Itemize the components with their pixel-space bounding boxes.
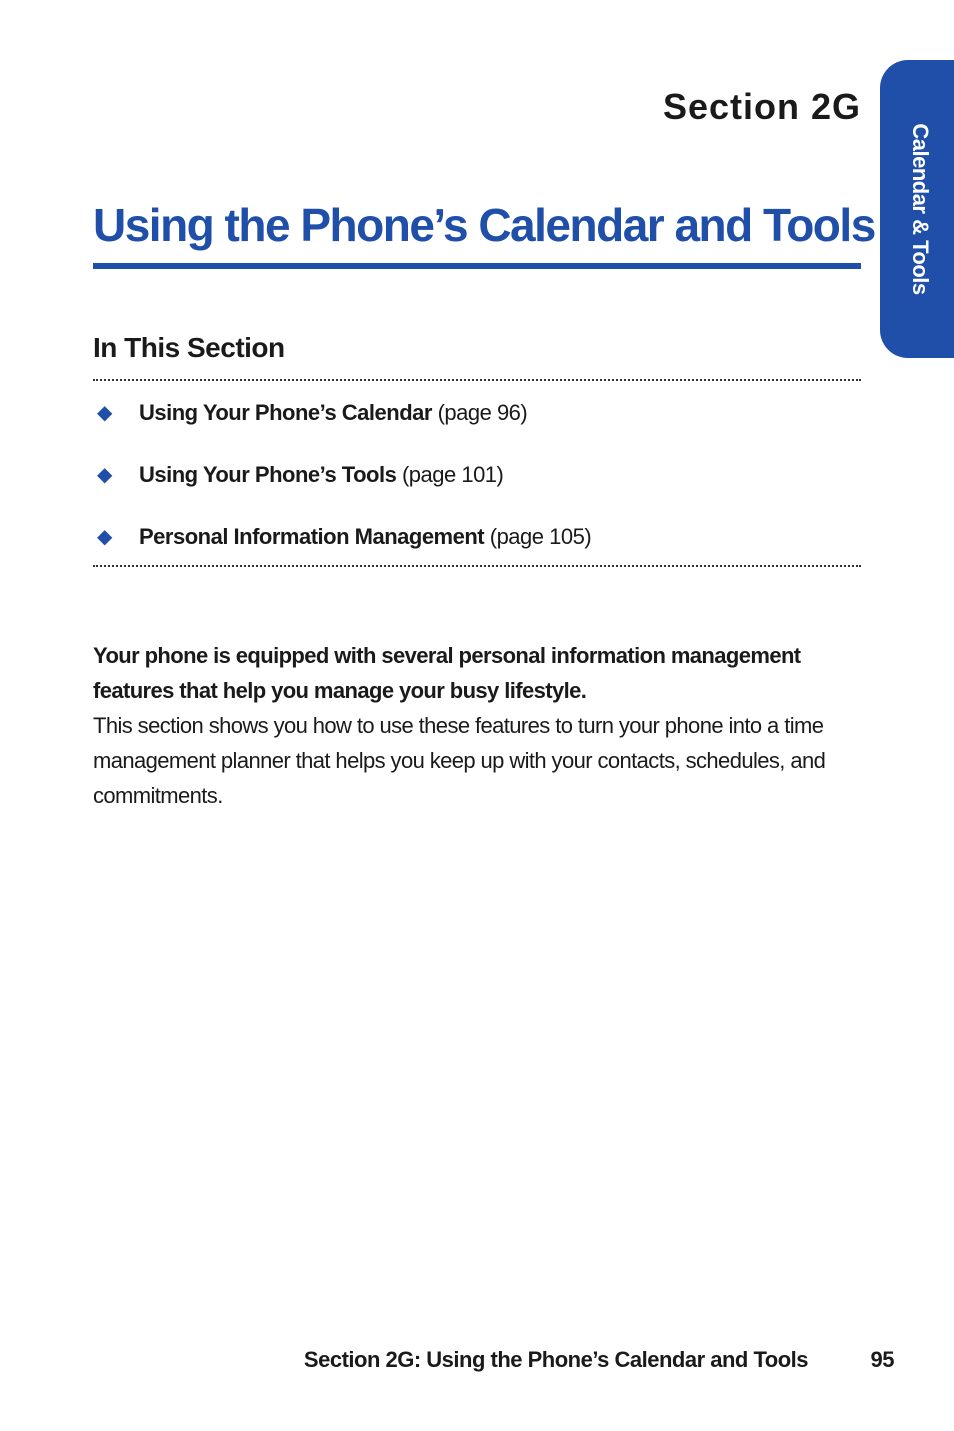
page-number: 95 (870, 1347, 894, 1372)
toc-item-text (139, 520, 591, 554)
diamond-bullet-icon: ◆ (97, 526, 112, 548)
section-label: Section 2G (662, 86, 861, 127)
side-tab (880, 60, 954, 358)
intro-lead: Your phone is equipped with several personal information management features that help you manage your busy lifestyle. (93, 643, 801, 703)
toc-item-page-ref: (page 101) (401, 462, 504, 487)
diamond-bullet-icon: ◆ (97, 464, 112, 486)
title-rule (93, 263, 861, 269)
toc-item-title: Using Your Phone’s Tools (139, 462, 397, 487)
toc-list (93, 396, 861, 582)
toc-item-title: Using Your Phone’s Calendar (139, 400, 432, 425)
top-dotted-rule (93, 379, 861, 381)
toc-item[interactable] (93, 520, 861, 582)
footer-running-title: Section 2G: Using the Phone’s Calendar and Tools (303, 1347, 808, 1372)
chapter-title: Using the Phone’s Calendar and Tools (93, 199, 875, 251)
toc-item-title: Personal Information Management (139, 524, 485, 549)
page-footer (0, 1347, 954, 1383)
toc-item-page-ref: (page 105) (489, 524, 592, 549)
diamond-bullet-icon: ◆ (97, 402, 112, 424)
toc-item-text (139, 396, 527, 430)
toc-item-text (139, 458, 503, 492)
intro-paragraph (93, 638, 833, 813)
toc-item-page-ref: (page 96) (437, 400, 528, 425)
toc-item[interactable] (93, 458, 861, 520)
side-tab-label: Calendar & Tools (908, 123, 933, 295)
in-this-section-heading: In This Section (93, 332, 285, 363)
intro-body: This section shows you how to use these features to turn your phone into a time management planner that helps you keep up with your contacts, schedules, and commitments. (93, 713, 826, 808)
bottom-dotted-rule (93, 565, 861, 567)
toc-item[interactable] (93, 396, 861, 458)
